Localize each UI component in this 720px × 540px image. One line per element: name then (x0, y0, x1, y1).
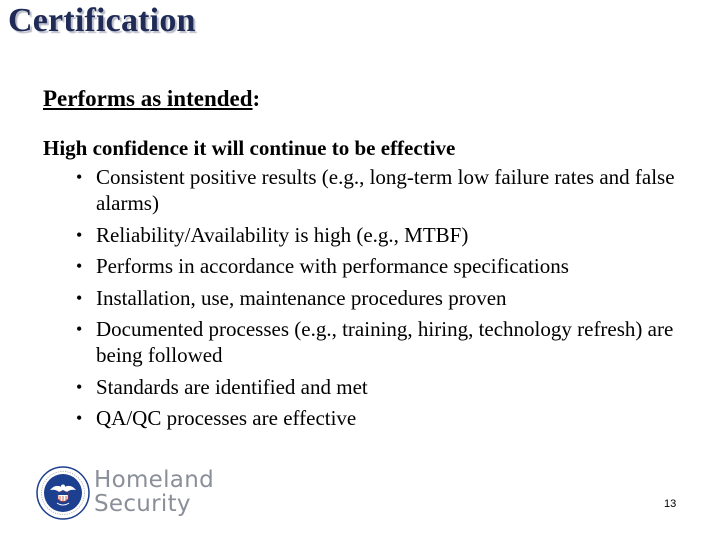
bullet-dot: • (76, 167, 83, 187)
bullet-list (76, 164, 696, 437)
bullet-text: Installation, use, maintenance procedures proven (96, 285, 507, 310)
bullet-item (76, 164, 696, 216)
bullet-text: Consistent positive results (e.g., long-term low failure rates and false alarms) (96, 165, 675, 215)
slide-subtitle (43, 86, 260, 112)
bullet-item (76, 405, 696, 431)
bullet-text: Documented processes (e.g., training, hiring, technology refresh) are being followed (96, 317, 674, 367)
bullet-dot: • (76, 256, 83, 276)
bullet-item (76, 222, 696, 248)
bullet-dot: • (76, 408, 83, 428)
bullet-item (76, 374, 696, 400)
subtitle-colon: : (252, 86, 261, 111)
bullet-text: Standards are identified and met (96, 374, 368, 399)
bullet-item (76, 253, 696, 279)
bullet-dot: • (76, 287, 83, 308)
lead-statement: High confidence it will continue to be effective (43, 136, 456, 160)
logo-word-security: Security (94, 491, 191, 517)
bullet-item (76, 316, 696, 368)
bullet-item (76, 285, 696, 311)
bullet-text: QA/QC processes are effective (96, 406, 357, 430)
bullet-dot: • (76, 319, 83, 339)
bullet-dot: • (76, 376, 83, 397)
bullet-dot: • (76, 224, 83, 245)
bullet-text: Reliability/Availability is high (e.g., MTBF) (96, 222, 469, 247)
subtitle-text: Performs as intended (43, 86, 253, 111)
logo-word-homeland: Homeland (94, 467, 214, 493)
dhs-logo (36, 466, 216, 522)
bullet-text: Performs in accordance with performance specifications (96, 254, 569, 278)
slide-title: Certification (8, 2, 196, 39)
dhs-seal-icon (36, 466, 90, 520)
page-number: 13 (664, 498, 677, 510)
